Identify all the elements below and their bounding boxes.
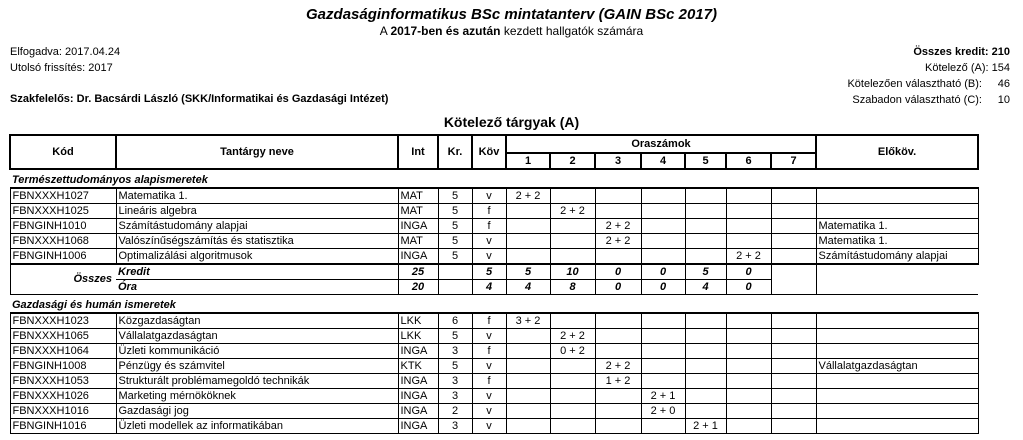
semester-hours bbox=[595, 329, 641, 344]
course-name: Üzleti kommunikáció bbox=[116, 344, 398, 359]
semester-hours bbox=[771, 404, 816, 419]
course-name: Üzleti modellek az informatikában bbox=[116, 419, 398, 434]
semester-hours bbox=[726, 359, 771, 374]
semester-hours bbox=[595, 249, 641, 265]
course-code: FBNXXXH1016 bbox=[10, 404, 116, 419]
elective-c-value: 10 bbox=[997, 94, 1010, 106]
total-credit bbox=[847, 44, 1010, 60]
section-title: Kötelező tárgyak (A) bbox=[443, 114, 580, 130]
credit-summary bbox=[847, 44, 1010, 108]
course-institute: INGA bbox=[398, 404, 438, 419]
semester-hours bbox=[641, 313, 685, 329]
summary-empty bbox=[438, 280, 472, 295]
semester-hours bbox=[685, 404, 726, 419]
accepted-date: Elfogadva: 2017.04.24 bbox=[10, 46, 121, 58]
summary-hours-value: 4 bbox=[506, 280, 550, 295]
semester-hours: 2 + 2 bbox=[595, 359, 641, 374]
semester-hours: 2 + 2 bbox=[550, 204, 595, 219]
semester-hours bbox=[685, 204, 726, 219]
semester-hours bbox=[550, 359, 595, 374]
table-row bbox=[10, 404, 978, 419]
course-requirement: v bbox=[472, 234, 506, 249]
semester-hours bbox=[726, 344, 771, 359]
course-credit: 2 bbox=[438, 404, 472, 419]
semester-hours bbox=[550, 249, 595, 265]
course-name: Valószínűségszámítás és statisztika bbox=[116, 234, 398, 249]
course-institute: LKK bbox=[398, 313, 438, 329]
semester-hours: 1 + 2 bbox=[595, 374, 641, 389]
summary-hours-value: 0 bbox=[641, 280, 685, 295]
semester-hours bbox=[595, 313, 641, 329]
course-credit: 5 bbox=[438, 188, 472, 204]
course-institute: MAT bbox=[398, 188, 438, 204]
course-institute: KTK bbox=[398, 359, 438, 374]
course-institute: INGA bbox=[398, 419, 438, 434]
semester-hours bbox=[641, 329, 685, 344]
summary-credit-row bbox=[10, 264, 978, 280]
semester-hours bbox=[641, 188, 685, 204]
semester-hours bbox=[726, 234, 771, 249]
semester-hours bbox=[506, 234, 550, 249]
program-owner: Szakfelelős: Dr. Bacsárdi László (SKK/Informatikai és Gazdasági Intézet) bbox=[10, 93, 389, 105]
semester-hours bbox=[641, 419, 685, 434]
group-title-row bbox=[10, 295, 978, 314]
summary-hours-label: Óra bbox=[116, 280, 398, 295]
col-name: Tantárgy neve bbox=[116, 135, 398, 169]
course-requirement: f bbox=[472, 204, 506, 219]
summary-hours-value: 0 bbox=[595, 280, 641, 295]
group-title: Természettudományos alapismeretek bbox=[10, 169, 978, 188]
course-name: Lineáris algebra bbox=[116, 204, 398, 219]
col-semester: 7 bbox=[771, 153, 816, 169]
col-semester: 5 bbox=[685, 153, 726, 169]
updated-date: Utolsó frissítés: 2017 bbox=[10, 62, 113, 74]
semester-hours: 2 + 2 bbox=[506, 188, 550, 204]
course-code: FBNXXXH1023 bbox=[10, 313, 116, 329]
table-header bbox=[10, 135, 978, 169]
mandatory-credit bbox=[847, 60, 1010, 76]
semester-hours bbox=[726, 313, 771, 329]
course-institute: INGA bbox=[398, 389, 438, 404]
semester-hours bbox=[641, 249, 685, 265]
semester-hours: 0 + 2 bbox=[550, 344, 595, 359]
semester-hours bbox=[506, 374, 550, 389]
course-credit: 3 bbox=[438, 344, 472, 359]
semester-hours bbox=[685, 188, 726, 204]
semester-hours bbox=[771, 359, 816, 374]
semester-hours bbox=[685, 313, 726, 329]
document-subtitle bbox=[0, 24, 1023, 38]
course-prereq: Matematika 1. bbox=[816, 219, 978, 234]
summary-hours-value: 4 bbox=[472, 280, 506, 295]
total-credit-label: Összes kredit: bbox=[913, 46, 989, 58]
semester-hours: 2 + 0 bbox=[641, 404, 685, 419]
semester-hours bbox=[685, 359, 726, 374]
table-row bbox=[10, 219, 978, 234]
semester-hours bbox=[771, 374, 816, 389]
course-credit: 3 bbox=[438, 419, 472, 434]
semester-hours bbox=[685, 249, 726, 265]
course-requirement: v bbox=[472, 419, 506, 434]
course-code: FBNXXXH1065 bbox=[10, 329, 116, 344]
semester-hours bbox=[506, 329, 550, 344]
semester-hours bbox=[550, 313, 595, 329]
semester-hours bbox=[771, 219, 816, 234]
semester-hours bbox=[726, 419, 771, 434]
course-prereq bbox=[816, 329, 978, 344]
semester-hours bbox=[726, 204, 771, 219]
curriculum-table bbox=[9, 134, 979, 434]
course-name: Közgazdaságtan bbox=[116, 313, 398, 329]
semester-hours bbox=[641, 219, 685, 234]
table-row bbox=[10, 359, 978, 374]
table-row bbox=[10, 374, 978, 389]
course-prereq bbox=[816, 313, 978, 329]
course-name: Pénzügy és számvitel bbox=[116, 359, 398, 374]
semester-hours bbox=[771, 188, 816, 204]
semester-hours: 2 + 2 bbox=[595, 219, 641, 234]
course-name: Matematika 1. bbox=[116, 188, 398, 204]
col-semester: 2 bbox=[550, 153, 595, 169]
course-prereq bbox=[816, 389, 978, 404]
semester-hours bbox=[726, 389, 771, 404]
course-code: FBNXXXH1064 bbox=[10, 344, 116, 359]
course-requirement: v bbox=[472, 389, 506, 404]
semester-hours bbox=[685, 329, 726, 344]
course-prereq bbox=[816, 404, 978, 419]
semester-hours bbox=[726, 374, 771, 389]
semester-hours bbox=[685, 389, 726, 404]
subtitle-suffix: kezdett hallgatók számára bbox=[500, 24, 644, 38]
course-name: Strukturált problémamegoldó technikák bbox=[116, 374, 398, 389]
summary-credit-value: 0 bbox=[641, 264, 685, 280]
elective-c-credit bbox=[847, 92, 1010, 108]
course-requirement: v bbox=[472, 359, 506, 374]
course-requirement: v bbox=[472, 188, 506, 204]
elective-b-credit bbox=[847, 76, 1010, 92]
course-credit: 5 bbox=[438, 329, 472, 344]
course-requirement: v bbox=[472, 329, 506, 344]
semester-hours bbox=[506, 359, 550, 374]
course-code: FBNXXXH1026 bbox=[10, 389, 116, 404]
course-institute: LKK bbox=[398, 329, 438, 344]
summary-credit-value: 0 bbox=[595, 264, 641, 280]
elective-b-value: 46 bbox=[997, 78, 1010, 90]
course-requirement: f bbox=[472, 219, 506, 234]
semester-hours bbox=[595, 419, 641, 434]
course-credit: 3 bbox=[438, 389, 472, 404]
course-name: Optimalizálási algoritmusok bbox=[116, 249, 398, 265]
course-requirement: v bbox=[472, 249, 506, 265]
group-title-row bbox=[10, 169, 978, 188]
course-institute: INGA bbox=[398, 219, 438, 234]
course-code: FBNXXXH1068 bbox=[10, 234, 116, 249]
course-code: FBNGINH1016 bbox=[10, 419, 116, 434]
semester-hours bbox=[641, 344, 685, 359]
semester-hours bbox=[550, 234, 595, 249]
course-credit: 6 bbox=[438, 313, 472, 329]
course-prereq: Matematika 1. bbox=[816, 234, 978, 249]
group-title: Gazdasági és humán ismeretek bbox=[10, 295, 978, 314]
col-hours: Oraszámok bbox=[506, 135, 816, 153]
summary-hours-value: 8 bbox=[550, 280, 595, 295]
subtitle-bold: 2017-ben és azután bbox=[390, 24, 501, 38]
table-row bbox=[10, 204, 978, 219]
semester-hours bbox=[726, 219, 771, 234]
semester-hours bbox=[771, 329, 816, 344]
table-row bbox=[10, 329, 978, 344]
course-name: Gazdasági jog bbox=[116, 404, 398, 419]
col-code: Kód bbox=[10, 135, 116, 169]
semester-hours bbox=[685, 374, 726, 389]
course-name: Vállalatgazdaságtan bbox=[116, 329, 398, 344]
semester-hours bbox=[771, 313, 816, 329]
col-int: Int bbox=[398, 135, 438, 169]
summary-credit-value: 10 bbox=[550, 264, 595, 280]
course-code: FBNGINH1008 bbox=[10, 359, 116, 374]
semester-hours bbox=[506, 219, 550, 234]
col-requirement: Köv bbox=[472, 135, 506, 169]
elective-b-label: Kötelezően választható (B): bbox=[847, 78, 982, 90]
elective-c-label: Szabadon választható (C): bbox=[852, 94, 982, 106]
course-prereq: Vállalatgazdaságtan bbox=[816, 359, 978, 374]
semester-hours bbox=[685, 344, 726, 359]
semester-hours bbox=[641, 234, 685, 249]
course-institute: INGA bbox=[398, 374, 438, 389]
course-prereq bbox=[816, 419, 978, 434]
semester-hours bbox=[550, 419, 595, 434]
course-institute: INGA bbox=[398, 344, 438, 359]
table-row bbox=[10, 249, 978, 265]
semester-hours bbox=[506, 419, 550, 434]
semester-hours bbox=[550, 374, 595, 389]
course-prereq bbox=[816, 188, 978, 204]
semester-hours bbox=[685, 219, 726, 234]
mandatory-credit-label: Kötelező (A): bbox=[924, 62, 989, 74]
semester-hours bbox=[641, 359, 685, 374]
course-prereq bbox=[816, 374, 978, 389]
col-semester: 4 bbox=[641, 153, 685, 169]
course-code: FBNXXXH1053 bbox=[10, 374, 116, 389]
summary-credit-value: 5 bbox=[472, 264, 506, 280]
semester-hours bbox=[771, 389, 816, 404]
course-credit: 5 bbox=[438, 204, 472, 219]
summary-empty bbox=[771, 264, 816, 295]
course-institute: MAT bbox=[398, 204, 438, 219]
semester-hours: 2 + 2 bbox=[726, 249, 771, 265]
course-prereq: Számítástudomány alapjai bbox=[816, 249, 978, 265]
col-semester: 6 bbox=[726, 153, 771, 169]
total-credit-value: 210 bbox=[991, 46, 1010, 58]
course-institute: INGA bbox=[398, 249, 438, 265]
table-row bbox=[10, 419, 978, 434]
semester-hours bbox=[506, 344, 550, 359]
course-credit: 5 bbox=[438, 249, 472, 265]
summary-label: Összes bbox=[10, 264, 116, 295]
semester-hours bbox=[771, 419, 816, 434]
semester-hours bbox=[550, 404, 595, 419]
course-prereq bbox=[816, 204, 978, 219]
col-prereq: Előköv. bbox=[816, 135, 978, 169]
semester-hours bbox=[595, 344, 641, 359]
subtitle-prefix: A bbox=[379, 24, 391, 38]
table-row bbox=[10, 389, 978, 404]
summary-credit-total: 25 bbox=[398, 264, 438, 280]
semester-hours bbox=[641, 374, 685, 389]
document-title: Gazdaságinformatikus BSc mintatanterv (GAIN BSc 2017) bbox=[306, 6, 717, 23]
table-body bbox=[10, 169, 978, 434]
course-credit: 5 bbox=[438, 219, 472, 234]
table-row bbox=[10, 313, 978, 329]
semester-hours bbox=[506, 204, 550, 219]
summary-credit-value: 5 bbox=[506, 264, 550, 280]
summary-hours-total: 20 bbox=[398, 280, 438, 295]
semester-hours bbox=[506, 249, 550, 265]
table-row bbox=[10, 344, 978, 359]
course-requirement: f bbox=[472, 374, 506, 389]
summary-credit-value: 0 bbox=[726, 264, 771, 280]
course-code: FBNGINH1006 bbox=[10, 249, 116, 265]
semester-hours bbox=[641, 204, 685, 219]
semester-hours bbox=[771, 204, 816, 219]
course-credit: 5 bbox=[438, 359, 472, 374]
semester-hours bbox=[595, 204, 641, 219]
semester-hours bbox=[550, 188, 595, 204]
semester-hours bbox=[685, 234, 726, 249]
semester-hours: 2 + 2 bbox=[595, 234, 641, 249]
summary-empty bbox=[438, 264, 472, 280]
summary-hours-row bbox=[10, 280, 978, 295]
semester-hours: 2 + 1 bbox=[685, 419, 726, 434]
semester-hours bbox=[550, 389, 595, 404]
semester-hours bbox=[595, 389, 641, 404]
course-name: Marketing mérnököknek bbox=[116, 389, 398, 404]
mandatory-credit-value: 154 bbox=[991, 62, 1010, 74]
semester-hours: 2 + 2 bbox=[550, 329, 595, 344]
table-row bbox=[10, 234, 978, 249]
col-credit: Kr. bbox=[438, 135, 472, 169]
course-code: FBNXXXH1027 bbox=[10, 188, 116, 204]
col-semester: 1 bbox=[506, 153, 550, 169]
summary-credit-label: Kredit bbox=[116, 264, 398, 280]
meta-left bbox=[10, 44, 120, 76]
semester-hours: 3 + 2 bbox=[506, 313, 550, 329]
semester-hours bbox=[726, 329, 771, 344]
table-row bbox=[10, 188, 978, 204]
course-prereq bbox=[816, 344, 978, 359]
course-code: FBNGINH1010 bbox=[10, 219, 116, 234]
col-semester: 3 bbox=[595, 153, 641, 169]
course-code: FBNXXXH1025 bbox=[10, 204, 116, 219]
summary-hours-value: 4 bbox=[685, 280, 726, 295]
semester-hours bbox=[595, 188, 641, 204]
summary-credit-value: 5 bbox=[685, 264, 726, 280]
semester-hours bbox=[595, 404, 641, 419]
semester-hours bbox=[550, 219, 595, 234]
course-name: Számítástudomány alapjai bbox=[116, 219, 398, 234]
semester-hours: 2 + 1 bbox=[641, 389, 685, 404]
semester-hours bbox=[771, 249, 816, 265]
course-requirement: f bbox=[472, 344, 506, 359]
course-credit: 3 bbox=[438, 374, 472, 389]
semester-hours bbox=[771, 234, 816, 249]
course-requirement: v bbox=[472, 404, 506, 419]
semester-hours bbox=[726, 188, 771, 204]
semester-hours bbox=[771, 344, 816, 359]
course-credit: 5 bbox=[438, 234, 472, 249]
course-requirement: f bbox=[472, 313, 506, 329]
summary-hours-value: 0 bbox=[726, 280, 771, 295]
semester-hours bbox=[506, 389, 550, 404]
course-institute: MAT bbox=[398, 234, 438, 249]
semester-hours bbox=[726, 404, 771, 419]
semester-hours bbox=[506, 404, 550, 419]
